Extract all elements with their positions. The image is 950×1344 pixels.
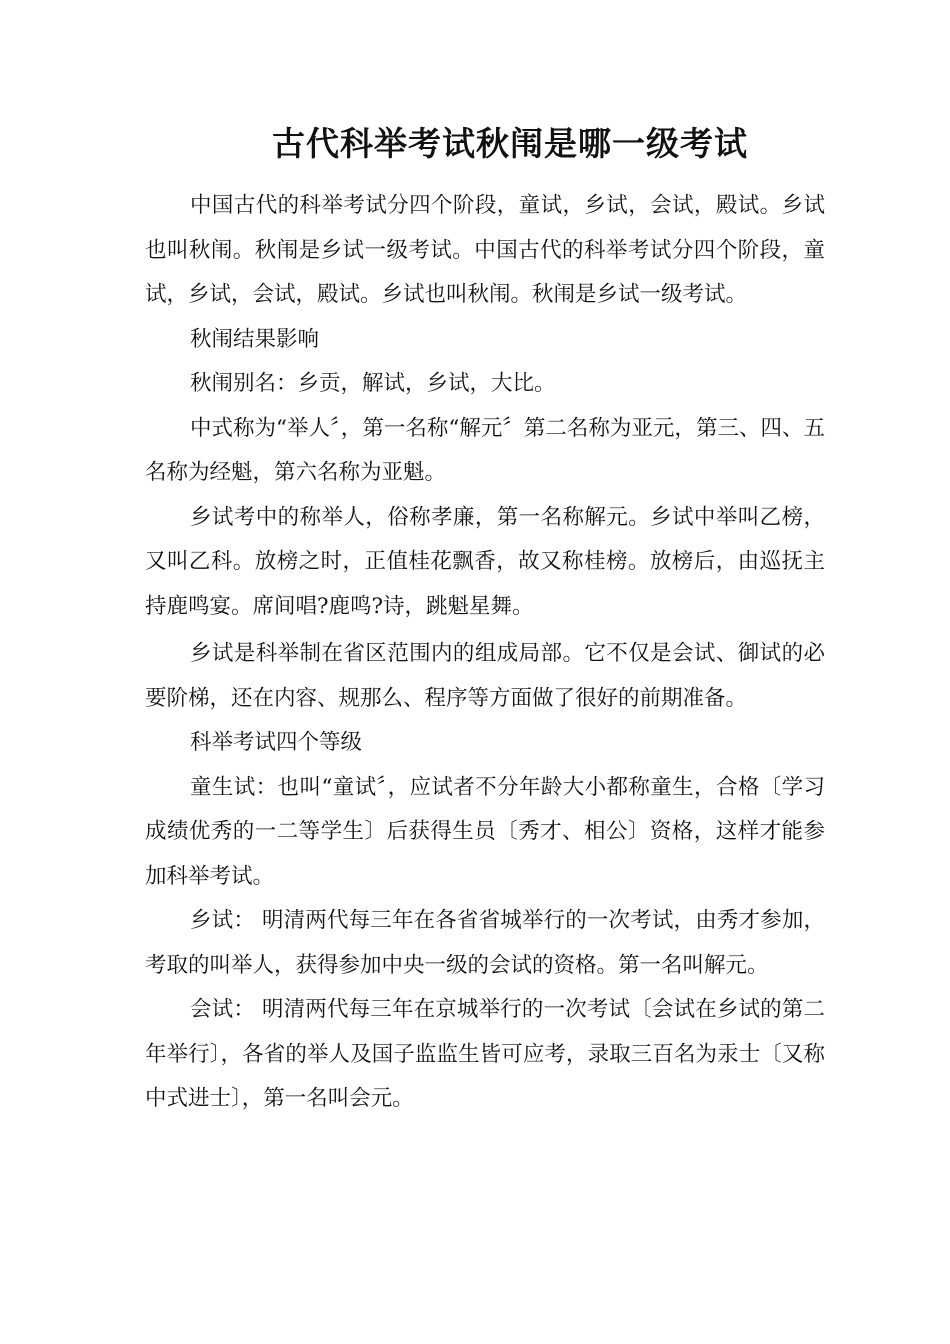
document-title: 古代科举考试秋闱是哪一级考试: [272, 124, 748, 163]
heading-qiuwei-results: 秋闱结果影响: [190, 326, 320, 352]
paragraph-xiangshi-role: 乡试是科举制在省区范围内的组成局部。它不仅是会试、御试的必要阶梯，还在内容、规那么、程序等方面做了很好的前期准备。: [145, 641, 825, 711]
paragraph-aliases: 秋闱别名：乡贡，解试，乡试，大比。: [190, 371, 556, 396]
paragraph-xiangshi: 乡试： 明清两代每三年在各省省城举行的一次考试，由秀才参加，考取的叫举人，获得参加中央一级的会试的资格。第一名叫解元。: [145, 908, 825, 978]
paragraph-huishi: 会试： 明清两代每三年在京城举行的一次考试〔会试在乡试的第二年举行〕，各省的举人及国子监监生皆可应考，录取三百名为汞士〔又称中式进士〕，第一名叫会元。: [145, 997, 825, 1111]
paragraph-intro: 中国古代的科举考试分四个阶段，童试，乡试，会试，殿试。乡试也叫秋闱。秋闱是乡试一级考试。中国古代的科举考试分四个阶段，童试，乡试，会试，殿试。乡试也叫秋闱。秋闱是乡试一级考试。: [145, 193, 825, 307]
document-body: [145, 184, 825, 1122]
paragraph-juren: 乡试考中的称举人，俗称孝廉，第一名称解元。乡试中举叫乙榜，又叫乙科。放榜之时，正值桂花飘香，故又称桂榜。放榜后，由巡抚主持鹿鸣宴。席间唱?鹿鸣?诗，跳魁星舞。: [145, 504, 825, 619]
paragraph-tongsheng: 童生试：也叫“童试〞，应试者不分年龄大小都称童生，合格〔学习成绩优秀的一二等学生〕后获得生员〔秀才、相公〕资格，这样才能参加科举考试。: [145, 774, 825, 889]
paragraph-titles: 中式称为“举人〞，第一名称“解元〞第二名称为亚元，第三、四、五名称为经魁，第六名称为亚魁。: [145, 415, 825, 485]
heading-four-levels: 科举考试四个等级: [190, 730, 363, 755]
